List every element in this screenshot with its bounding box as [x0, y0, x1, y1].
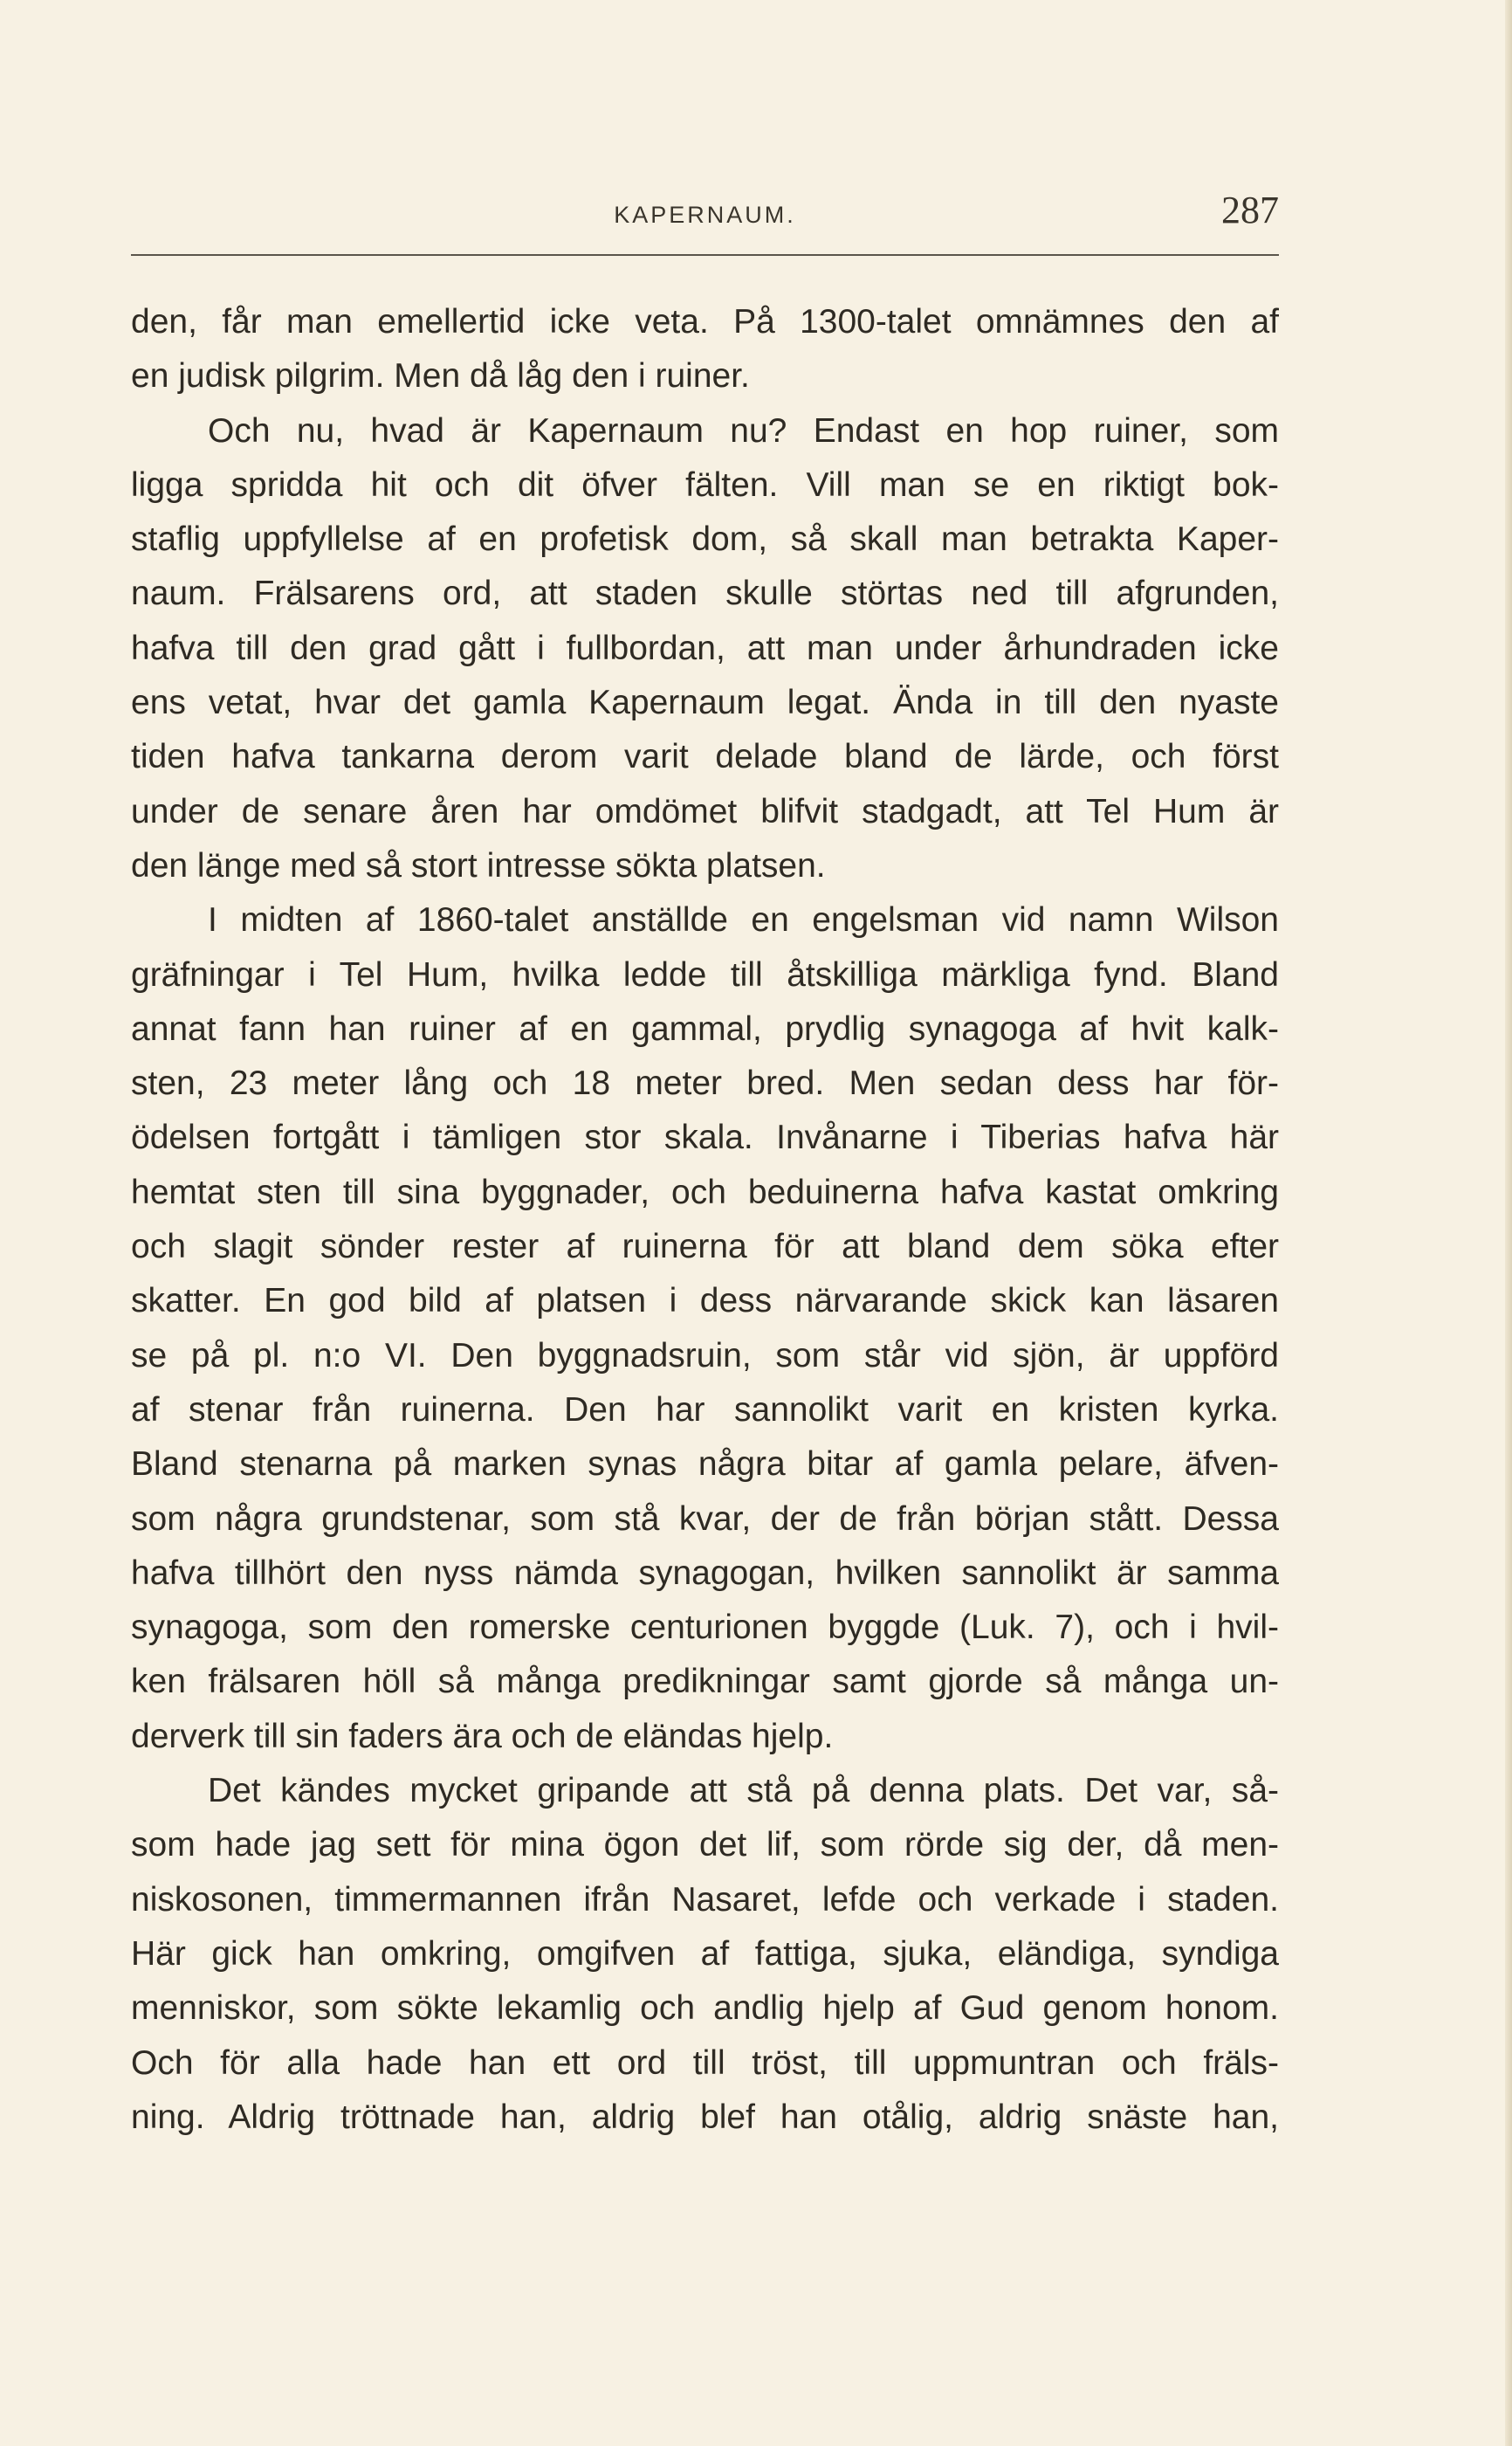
text-line: ligga spridda hit och dit öfver fälten. Vill man se en riktigt bok-	[131, 465, 1279, 504]
text-line: derverk till sin faders ära och de eländas hjelp.	[131, 1717, 834, 1755]
text-line: skatter. En god bild af platsen i dess närvarande skick kan läsaren	[131, 1282, 1279, 1320]
page-number: 287	[1221, 189, 1279, 231]
text-line: ödelsen fortgått i tämligen stor skala. Invånarne i Tiberias hafva här	[131, 1119, 1279, 1157]
text-line: gräfningar i Tel Hum, hvilka ledde till åtskilliga märkliga fynd. Bland	[131, 955, 1279, 994]
text-line: under de senare åren har omdömet blifvit stadgadt, att Tel Hum är	[131, 792, 1279, 830]
page-edge	[1505, 0, 1512, 2446]
page-header	[131, 188, 1279, 240]
text-line: annat fann han ruiner af en gammal, prydlig synagoga af hvit kalk-	[131, 1009, 1279, 1048]
text-line: som några grundstenar, som stå kvar, der de från början stått. Dessa	[131, 1499, 1279, 1538]
text-line: I midten af 1860-talet anställde en engelsman vid namn Wilson	[208, 901, 1279, 940]
text-line: hafva till den grad gått i fullbordan, att man under århundraden icke	[131, 629, 1279, 667]
text-line: ning. Aldrig tröttnade han, aldrig blef han otålig, aldrig snäste han,	[131, 2098, 1279, 2136]
running-title: KAPERNAUM.	[614, 202, 796, 228]
text-line: af stenar från ruinerna. Den har sannolikt varit en kristen kyrka.	[131, 1390, 1279, 1429]
text-line: den länge med så stort intresse sökta platsen.	[131, 846, 826, 885]
text-line: Och för alla hade han ett ord till tröst, till uppmuntran och fräls-	[131, 2043, 1279, 2082]
text-line: hemtat sten till sina byggnader, och beduinerna hafva kastat omkring	[131, 1173, 1279, 1211]
text-line: ken frälsaren höll så många predikningar samt gjorde så många un-	[131, 1663, 1279, 1701]
text-line: tiden hafva tankarna derom varit delade bland de lärde, och först	[131, 738, 1279, 776]
text-line: Här gick han omkring, omgifven af fattiga, sjuka, eländiga, syndiga	[131, 1934, 1279, 1973]
text-line: hafva tillhört den nyss nämda synagogan, hvilken sannolikt är samma	[131, 1554, 1279, 1592]
text-line: sten, 23 meter lång och 18 meter bred. Men sedan dess har för-	[131, 1065, 1279, 1103]
text-line: ens vetat, hvar det gamla Kapernaum legat. Ända in till den nyaste	[131, 684, 1279, 722]
text-line: Och nu, hvad är Kapernaum nu? Endast en hop ruiner, som	[208, 411, 1279, 450]
text-line: niskosonen, timmermannen ifrån Nasaret, lefde och verkade i staden.	[131, 1880, 1279, 1919]
text-line: se på pl. n:o VI. Den byggnadsruin, som står vid sjön, är uppförd	[131, 1336, 1279, 1375]
header-rule	[131, 254, 1279, 256]
text-line: och slagit sönder rester af ruinerna för att bland dem söka efter	[131, 1228, 1279, 1266]
text-line: den, får man emellertid icke veta. På 1300-talet omnämnes den af	[131, 303, 1279, 341]
text-line: en judisk pilgrim. Men då låg den i ruiner.	[131, 357, 750, 396]
text-line: naum. Frälsarens ord, att staden skulle störtas ned till afgrunden,	[131, 575, 1279, 613]
body-text	[131, 295, 1279, 2145]
text-line: Det kändes mycket gripande att stå på denna plats. Det var, så-	[208, 1772, 1279, 1810]
text-line: menniskor, som sökte lekamlig och andlig hjelp af Gud genom honom.	[131, 1989, 1279, 2028]
text-line: synagoga, som den romerske centurionen byggde (Luk. 7), och i hvil-	[131, 1609, 1279, 1647]
text-line: staflig uppfyllelse af en profetisk dom, så skall man betrakta Kaper-	[131, 520, 1279, 559]
text-line: som hade jag sett för mina ögon det lif, som rörde sig der, då men-	[131, 1826, 1279, 1864]
text-line: Bland stenarna på marken synas några bitar af gamla pelare, äfven-	[131, 1445, 1279, 1484]
